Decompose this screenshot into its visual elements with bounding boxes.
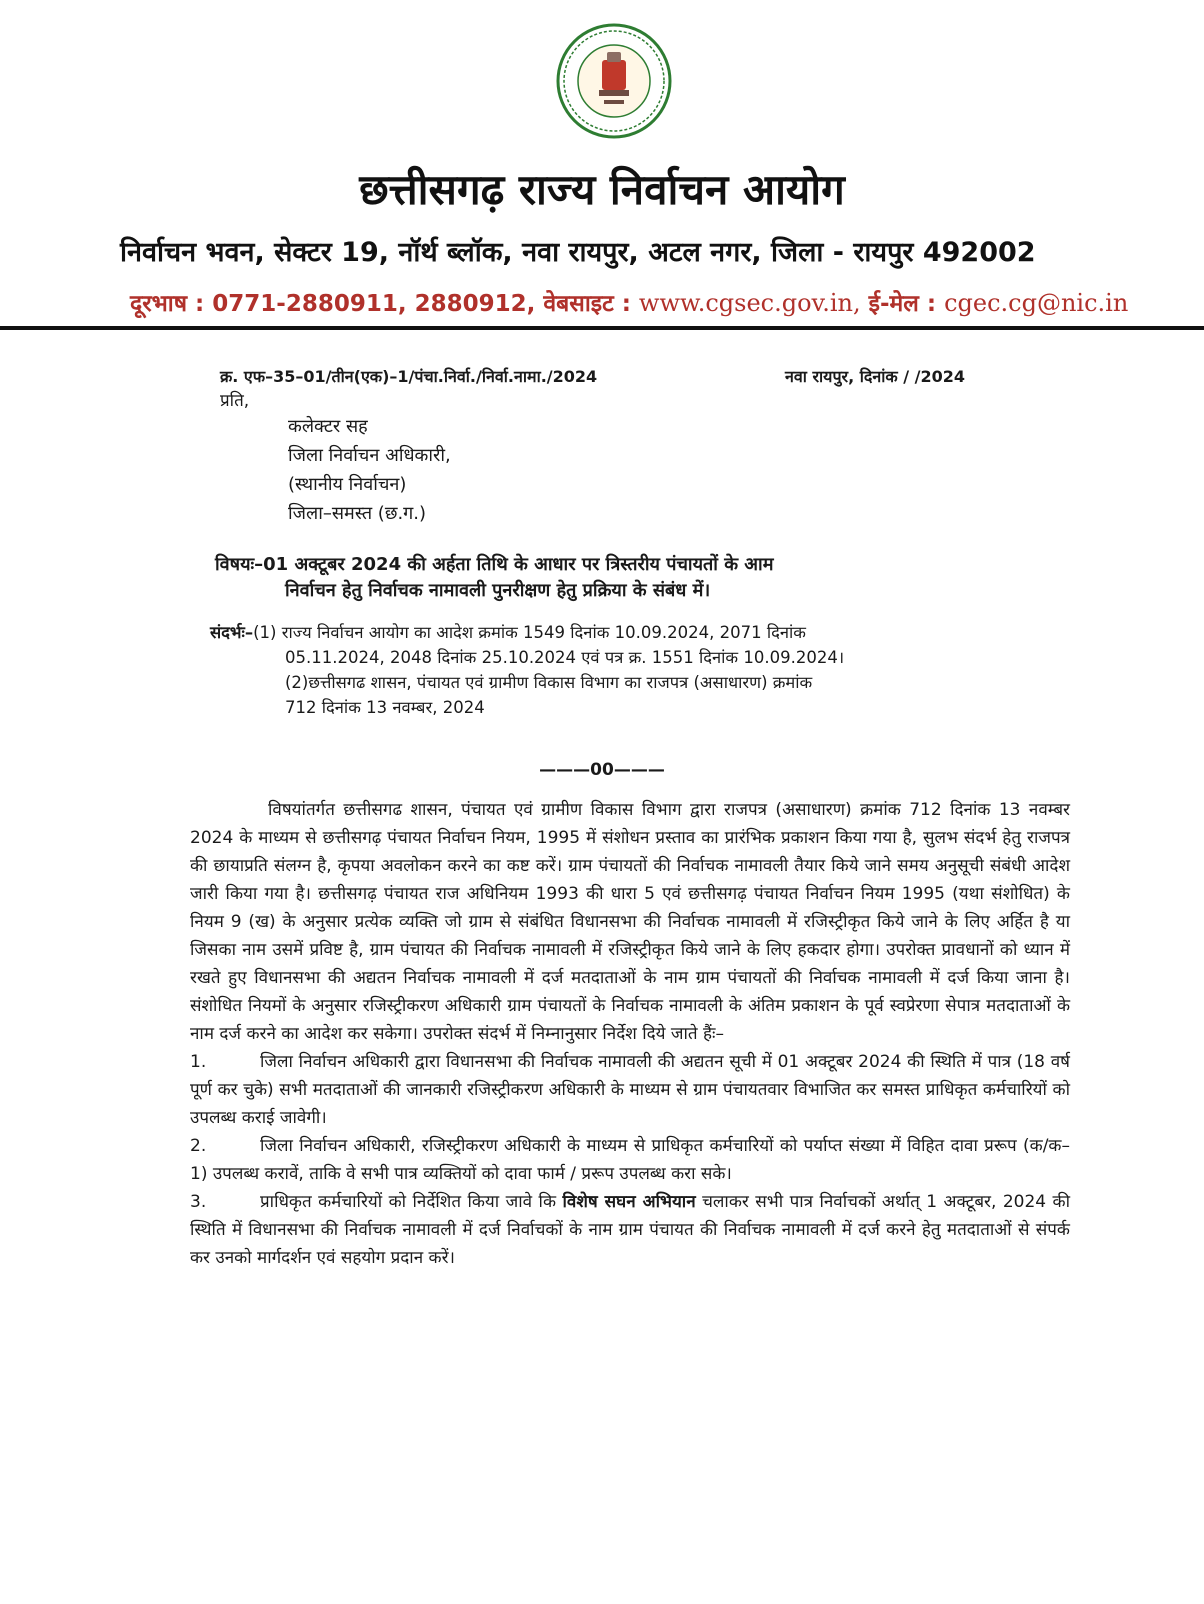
subject-line: विषयः–01 अक्टूबर 2024 की अर्हता तिथि के आधार पर त्रिस्तरीय पंचायतों के आम xyxy=(215,554,774,575)
reference-line-4: 712 दिनांक 13 नवम्बर, 2024 xyxy=(285,698,485,717)
date-line: नवा रायपुर, दिनांक / /2024 xyxy=(785,367,966,386)
recipient-line: कलेक्टर सह xyxy=(288,416,368,437)
phone-number: 0771-2880911, 2880912, xyxy=(212,291,536,317)
subject-line: निर्वाचन हेतु निर्वाचक नामावली पुनरीक्षण हेतु प्रक्रिया के संबंध में। xyxy=(285,580,711,601)
letter-body xyxy=(190,796,1070,1272)
website-link[interactable]: www.cgsec.gov.in, xyxy=(638,289,861,317)
recipient-line: जिला निर्वाचन अधिकारी, xyxy=(288,445,451,466)
body-paragraph: विषयांतर्गत छत्तीसगढ शासन, पंचायत एवं ग्रामीण विकास विभाग द्वारा राजपत्र (असाधारण) क्रमांक 712 दिनांक 13 नवम्बर 2024 के माध्यम से छत्तीसगढ़ पंचायत निर्वाचन नियम, 1995 में संशोधन प्रस्ताव का प्रारंभिक प्रकाशन किया गया है, सुलभ संदर्भ हेतु राजपत्र की छायाप्रति संलग्न है, कृपया अवलोकन करने का कष्ट करें। ग्राम पंचायतों की निर्वाचक नामावली तैयार किये जाने समय अनुसूची संबंधी आदेश जारी किया गया है। छत्तीसगढ़ पंचायत राज अधिनियम 1993 की धारा 5 एवं छत्तीसगढ़ पंचायत निर्वाचन नियम 1995 (यथा संशोधित) के नियम 9 (ख) के अनुसार प्रत्येक व्यक्ति जो ग्राम से संबंधित विधानसभा की निर्वाचक नामावली में रजिस्ट्रीकृत किये जाने के लिए अर्हित है या जिसका नाम उसमें प्रविष्ट है, ग्राम पंचायत की निर्वाचक नामावली में रजिस्ट्रीकृत किये जाने के लिए हकदार होगा। उपरोक्त प्रावधानों को ध्यान में रखते हुए विधानसभा की अद्यतन निर्वाचक नामावली में दर्ज मतदाताओं के नाम ग्राम पंचायतों की निर्वाचक नामावली में दर्ज किया जाना है। संशोधित नियमों के अनुसार रजिस्ट्रीकरण अधिकारी ग्राम पंचायतों के निर्वाचक नामावली के अंतिम प्रकाशन के पूर्व स्वप्रेरणा सेपात्र मतदाताओं के नाम दर्ज करने का आदेश कर सकेगा। उपरोक्त संदर्भ में निम्नानुसार निर्देश दिये जाते हैंः– xyxy=(190,800,1070,1044)
phone-label: दूरभाष : xyxy=(130,291,205,317)
bold-campaign-text: विशेष सघन अभियान xyxy=(562,1192,696,1212)
instruction-item-2: 2. जिला निर्वाचन अधिकारी, रजिस्ट्रीकरण अधिकारी के माध्यम से प्राधिकृत कर्मचारियों को पर्याप्त संख्या में विहित दावा प्ररूप (क/क–1) उपलब्ध करावें, ताकि वे सभी पात्र व्यक्तियों को दावा फार्म / प्ररूप उपलब्ध करा सके। xyxy=(190,1136,1070,1184)
subject-block xyxy=(215,552,1075,604)
instruction-item-3: 3. प्राधिकृत कर्मचारियों को निर्देशित किया जावे कि विशेष सघन अभियान चलाकर सभी पात्र निर्वाचकों अर्थात् 1 अक्टूबर, 2024 की स्थिति में विधानसभा की निर्वाचक नामावली में दर्ज निर्वाचकों के नाम ग्राम पंचायत की निर्वाचक नामावली में दर्ज करने हेतु मतदाताओं से संपर्क कर उनको मार्गदर्शन एवं सहयोग प्रदान करें। xyxy=(190,1192,1071,1268)
recipient-line: जिला–समस्त (छ.ग.) xyxy=(288,503,427,524)
reference-number: क्र. एफ–35–01/तीन(एक)–1/पंचा.निर्वा./निर्वा.नामा./2024 xyxy=(220,367,598,386)
email-label: ई-मेल : xyxy=(868,291,937,317)
references-block xyxy=(210,620,1080,720)
reference-line-1: संदर्भः–(1) राज्य निर्वाचन आयोग का आदेश क्रमांक 1549 दिनांक 10.09.2024, 2071 दिनांक xyxy=(210,623,806,642)
reference-line-3: (2)छत्तीसगढ शासन, पंचायत एवं ग्रामीण विकास विभाग का राजपत्र (असाधारण) क्रमांक xyxy=(285,673,813,692)
instruction-item-1: 1. जिला निर्वाचन अधिकारी द्वारा विधानसभा की निर्वाचक नामावली की अद्यतन सूची में 01 अक्टूबर 2024 की स्थिति में पात्र (18 वर्ष पूर्ण कर चुके) सभी मतदाताओं की जानकारी रजिस्ट्रीकरण अधिकारी के माध्यम से ग्राम पंचायतवार विभाजित कर समस्त प्राधिकृत कर्मचारियों को उपलब्ध कराई जावेगी। xyxy=(190,1052,1070,1128)
prati-label: प्रति, xyxy=(220,391,250,411)
website-label: वेबसाइट : xyxy=(543,291,631,317)
election-commission-seal-icon xyxy=(555,22,673,140)
section-divider: ———00——— xyxy=(539,760,665,780)
email-link[interactable]: cgec.cg@nic.in xyxy=(944,289,1129,317)
organization-address: निर्वाचन भवन, सेक्टर 19, नॉर्थ ब्लॉक, नवा रायपुर, अटल नगर, जिला - रायपुर 492002 xyxy=(120,237,1036,268)
reference-line-2: 05.11.2024, 2048 दिनांक 25.10.2024 एवं पत्र क्र. 1551 दिनांक 10.09.2024। xyxy=(285,648,845,667)
organization-name: छत्तीसगढ़ राज्य निर्वाचन आयोग xyxy=(359,165,845,214)
contact-line xyxy=(130,286,1129,318)
recipient-line: (स्थानीय निर्वाचन) xyxy=(288,474,407,495)
header-rule xyxy=(0,326,1204,330)
recipient-block xyxy=(288,412,451,528)
reference-label: संदर्भः– xyxy=(210,623,254,642)
